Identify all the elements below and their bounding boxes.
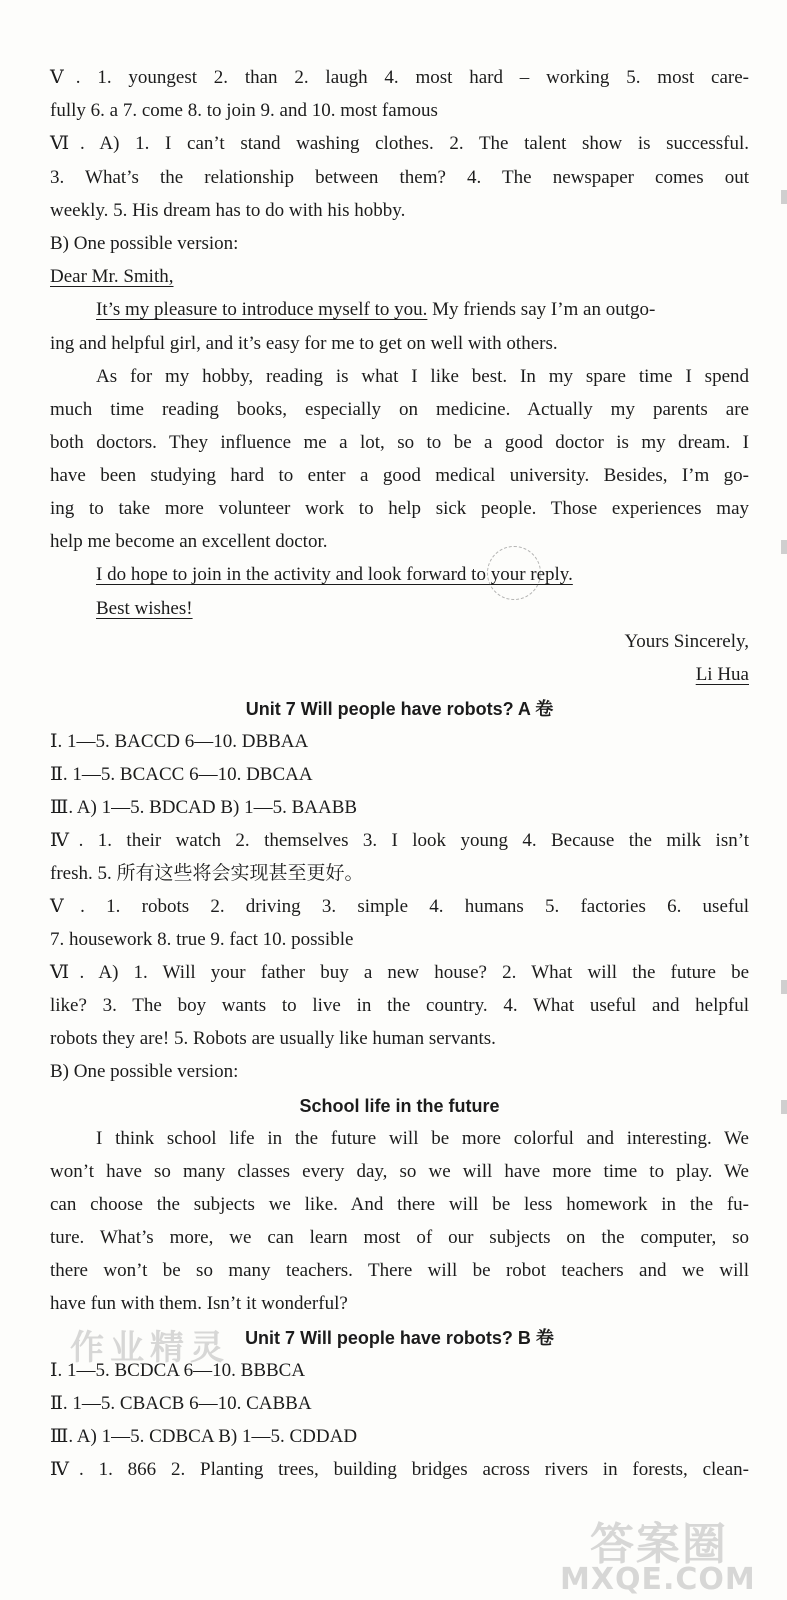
- text-line: Ⅴ. 1. robots 2. driving 3. simple 4. humans 5. factories 6. useful: [50, 896, 749, 917]
- text-line: Ⅳ. 1. 866 2. Planting trees, building bridges across rivers in forests, clean-: [50, 1459, 749, 1480]
- scan-edge-mark: [781, 540, 787, 554]
- text-line: can choose the subjects we like. And there will be less homework in the fu-: [50, 1194, 749, 1215]
- watermark-url: MXQE.COM: [560, 1562, 756, 1597]
- text-line: ture. What’s more, we can learn most of our subjects on the computer, so: [50, 1227, 749, 1248]
- text-line: weekly. 5. His dream has to do with his hobby.: [50, 200, 406, 221]
- letter-signature-name: Li Hua: [695, 664, 749, 685]
- text-fragment: My friends say I’m an outgo-: [427, 299, 656, 320]
- text-line: Ⅵ. A) 1. I can’t stand washing clothes. 2. The talent show is successful.: [50, 133, 749, 154]
- text-line: fresh. 5. 所有这些将会实现甚至更好。: [50, 863, 364, 884]
- underlined-closing-sentence: I do hope to join in the activity and look forward to your reply.: [96, 564, 573, 585]
- text-line: Ⅱ. 1—5. BCACC 6—10. DBCAA: [50, 764, 313, 785]
- text-line: As for my hobby, reading is what I like best. In my spare time I spend: [96, 366, 749, 387]
- scan-edge-mark: [781, 1100, 787, 1114]
- letter-salutation: Dear Mr. Smith,: [50, 266, 174, 287]
- text-line: B) One possible version:: [50, 1061, 239, 1082]
- text-line: Ⅵ. A) 1. Will your father buy a new house? 2. What will the future be: [50, 962, 749, 983]
- letter-signoff: Yours Sincerely,: [624, 631, 749, 652]
- faint-stamp: [487, 546, 541, 600]
- text-line: Ⅴ. 1. youngest 2. than 2. laugh 4. most hard – working 5. most care-: [50, 67, 749, 88]
- text-line: like? 3. The boy wants to live in the country. 4. What useful and helpful: [50, 995, 749, 1016]
- text-line: robots they are! 5. Robots are usually like human servants.: [50, 1028, 496, 1049]
- scan-edge-mark: [781, 980, 787, 994]
- text-line: ing and helpful girl, and it’s easy for me to get on well with others.: [50, 333, 558, 354]
- text-line: ing to take more volunteer work to help sick people. Those experiences may: [50, 498, 749, 519]
- text-line: I think school life in the future will be more colorful and interesting. We: [96, 1128, 749, 1149]
- underlined-sentence: It’s my pleasure to introduce myself to you.: [96, 299, 428, 320]
- text-line: won’t have so many classes every day, so we will have more time to play. We: [50, 1161, 749, 1182]
- text-line: 3. What’s the relationship between them? 4. The newspaper comes out: [50, 167, 749, 188]
- text-line: Ⅰ. 1—5. BCDCA 6—10. BBBCA: [50, 1360, 306, 1381]
- text-line: have fun with them. Isn’t it wonderful?: [50, 1293, 348, 1314]
- text-line: there won’t be so many teachers. There will be robot teachers and we will: [50, 1260, 749, 1281]
- text-line: both doctors. They influence me a lot, so to be a good doctor is my dream. I: [50, 432, 749, 453]
- text-line: Ⅱ. 1—5. CBACB 6—10. CABBA: [50, 1393, 312, 1414]
- text-line: fully 6. a 7. come 8. to join 9. and 10. most famous: [50, 100, 438, 121]
- text-line: much time reading books, especially on medicine. Actually my parents are: [50, 399, 749, 420]
- text-line: [96, 298, 749, 322]
- text-line: Ⅲ. A) 1—5. CDBCA B) 1—5. CDDAD: [50, 1426, 358, 1447]
- text-line: Ⅳ. 1. their watch 2. themselves 3. I look young 4. Because the milk isn’t: [50, 830, 749, 851]
- text-line: 7. housework 8. true 9. fact 10. possible: [50, 929, 354, 950]
- text-line: have been studying hard to enter a good medical university. Besides, I’m go-: [50, 465, 749, 486]
- text-line: help me become an excellent doctor.: [50, 531, 328, 552]
- text-line: Ⅰ. 1—5. BACCD 6—10. DBBAA: [50, 731, 309, 752]
- text-line: Ⅲ. A) 1—5. BDCAD B) 1—5. BAABB: [50, 797, 358, 818]
- watermark-logo: 答案圈: [590, 1519, 728, 1570]
- section-heading: Unit 7 Will people have robots? A 卷: [245, 699, 554, 719]
- section-heading: Unit 7 Will people have robots? B 卷: [245, 1328, 554, 1348]
- text-line: B) One possible version:: [50, 233, 239, 254]
- watermark-logo: 作业精灵: [70, 1328, 230, 1368]
- essay-title: School life in the future: [299, 1096, 500, 1116]
- letter-closing: Best wishes!: [96, 598, 193, 619]
- scan-edge-mark: [781, 190, 787, 204]
